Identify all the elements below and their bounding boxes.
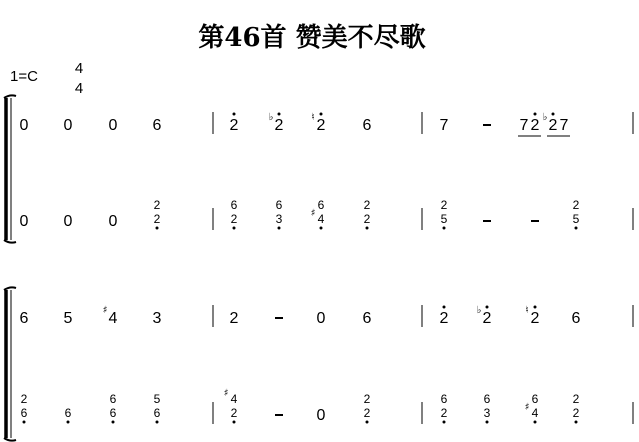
sharp-sign: ♯: [310, 208, 316, 219]
note: 0: [19, 213, 29, 230]
note-chord-top-digit: 6: [483, 392, 491, 406]
note: [525, 305, 539, 327]
note-chord-top: [154, 198, 161, 212]
note-chord-bottom-digit: 2: [363, 406, 371, 420]
note: [65, 406, 72, 424]
sharp-sign: ♯: [102, 305, 108, 316]
note: 6: [362, 117, 372, 134]
note-chord-top-digit: 2: [363, 198, 371, 212]
natural-sign: ♮: [311, 112, 315, 123]
note-chord-top-digit: 2: [572, 392, 580, 406]
note-chord-top-digit: 6: [109, 392, 117, 406]
octave-dot-below: [486, 421, 489, 424]
bracket-top-hook: [4, 287, 16, 290]
note-chord-top: [573, 198, 580, 212]
note-chord-top-digit: 4: [230, 392, 238, 406]
note-chord-top-digit: 6: [230, 198, 238, 212]
flat-sign: ♭: [476, 305, 482, 316]
octave-dot-above: [320, 113, 323, 116]
note-chord-top-digit: 6: [531, 392, 539, 406]
note-chord-top: [484, 392, 491, 406]
time-signature-bottom: 4: [74, 80, 84, 97]
note-chord-top-digit: 2: [363, 392, 371, 406]
note-chord-bottom-digit: 4: [317, 212, 325, 226]
note-digit: 2: [482, 310, 492, 327]
note: [103, 305, 118, 327]
note-chord-bottom: [311, 208, 325, 230]
octave-dot-below: [233, 421, 236, 424]
note-chord-bottom-digit: 4: [531, 406, 539, 420]
note-chord-top-digit: 2: [440, 198, 448, 212]
note: [230, 113, 239, 135]
note: 0: [316, 310, 326, 327]
note-chord-bottom-digit: 5: [440, 212, 448, 226]
note-chord-top: [364, 392, 371, 406]
note-chord-bottom-digit: 2: [440, 406, 448, 420]
note-chord-top: [364, 198, 371, 212]
octave-dot-below: [443, 421, 446, 424]
note: 0: [63, 117, 73, 134]
note-chord-top: [276, 198, 283, 212]
octave-dot-below: [23, 421, 26, 424]
bracket-bottom-hook: [4, 240, 16, 243]
note-chord-bottom-digit: 6: [109, 406, 117, 420]
note-digit: 2: [530, 310, 540, 327]
octave-dot-below: [320, 227, 323, 230]
note-chord-top-digit: 2: [153, 198, 161, 212]
note-chord-bottom: [441, 212, 448, 230]
note: 6: [571, 310, 581, 327]
note-chord-bottom: [21, 406, 28, 424]
note-chord-top: [154, 392, 161, 406]
sharp-sign: ♯: [223, 388, 229, 399]
note-chord-bottom: [154, 212, 161, 230]
note-chord-top-digit: 2: [20, 392, 28, 406]
note: 2: [229, 310, 239, 327]
octave-dot-below: [233, 227, 236, 230]
note: [311, 112, 325, 134]
note-group-note-digit: 2: [548, 117, 558, 134]
note-group-note: [543, 112, 558, 134]
note: 0: [108, 117, 118, 134]
note-chord-bottom: [154, 406, 161, 424]
note: 7: [439, 117, 449, 134]
note-chord-bottom: [231, 212, 238, 230]
note-chord-bottom-digit: 6: [153, 406, 161, 420]
note: [269, 112, 284, 134]
note-group-note: [531, 113, 540, 135]
octave-dot-above: [233, 113, 236, 116]
note-chord-bottom: [364, 212, 371, 230]
key-signature: 1=C: [10, 68, 38, 85]
note-chord-top-digit: 6: [275, 198, 283, 212]
note-chord-bottom-digit: 3: [483, 406, 491, 420]
note-chord-top-digit: 6: [440, 392, 448, 406]
note-chord-top-digit: 6: [317, 198, 325, 212]
note-chord-top: [532, 392, 539, 406]
note-digit: 2: [229, 117, 239, 134]
note: 6: [19, 310, 29, 327]
time-signature-top: 4: [74, 60, 84, 77]
note-chord-top: [224, 388, 238, 406]
note-chord-bottom: [573, 212, 580, 230]
octave-dot-above: [278, 113, 281, 116]
note-group-note-digit: 7: [519, 117, 529, 134]
note-chord-top: [441, 198, 448, 212]
note-chord-bottom: [484, 406, 491, 424]
note: 0: [63, 213, 73, 230]
octave-dot-below: [112, 421, 115, 424]
note-chord-bottom: [364, 406, 371, 424]
sharp-sign: ♯: [524, 402, 530, 413]
octave-dot-below: [278, 227, 281, 230]
flat-sign: ♭: [542, 112, 548, 123]
note-chord-bottom: [573, 406, 580, 424]
note-chord-top: [441, 392, 448, 406]
octave-dot-below: [366, 421, 369, 424]
note-chord-bottom: [525, 402, 539, 424]
music-body: [4, 95, 633, 440]
note: 6: [152, 117, 162, 134]
octave-dot-below: [156, 227, 159, 230]
flat-sign: ♭: [268, 112, 274, 123]
natural-sign: ♮: [525, 305, 529, 316]
note-digit: 4: [108, 310, 118, 327]
note-digit: 2: [274, 117, 284, 134]
note-digit: 6: [64, 406, 72, 420]
note-chord-bottom-digit: 2: [230, 212, 238, 226]
note-chord-bottom-digit: 5: [572, 212, 580, 226]
bracket-bottom-hook: [4, 438, 16, 441]
octave-dot-below: [443, 227, 446, 230]
note-chord-top: [21, 392, 28, 406]
note: 3: [152, 310, 162, 327]
octave-dot-below: [534, 421, 537, 424]
score-title: 第46首 赞美不尽歌: [198, 23, 426, 53]
note-group-note-digit: 7: [559, 117, 569, 134]
octave-dot-below: [156, 421, 159, 424]
octave-dot-below: [575, 421, 578, 424]
note-chord-top: [318, 198, 325, 212]
octave-dot-above: [552, 113, 555, 116]
note-chord-bottom-digit: 2: [153, 212, 161, 226]
note-chord-top-digit: 2: [572, 198, 580, 212]
note: [477, 305, 492, 327]
octave-dot-above: [486, 306, 489, 309]
octave-dot-above: [534, 306, 537, 309]
note-chord-top: [573, 392, 580, 406]
octave-dot-below: [67, 421, 70, 424]
note: [440, 306, 449, 328]
note-group-note: [560, 117, 569, 134]
note-group-note: [520, 117, 529, 134]
note-chord-bottom: [276, 212, 283, 230]
note-chord-bottom-digit: 2: [363, 212, 371, 226]
note-chord-top: [110, 392, 117, 406]
note: 0: [19, 117, 29, 134]
note: 6: [362, 310, 372, 327]
octave-dot-below: [366, 227, 369, 230]
bracket-top-hook: [4, 95, 16, 98]
note-chord-top: [231, 198, 238, 212]
note-chord-bottom-digit: 2: [230, 406, 238, 420]
note-chord-top-digit: 5: [153, 392, 161, 406]
note: 0: [108, 213, 118, 230]
note-chord-bottom-digit: 2: [572, 406, 580, 420]
note-digit: 2: [439, 310, 449, 327]
note-chord-bottom: [110, 406, 117, 424]
octave-dot-below: [575, 227, 578, 230]
note: 5: [63, 310, 73, 327]
note-group-note-digit: 2: [530, 117, 540, 134]
note-digit: 2: [316, 117, 326, 134]
note-chord-bottom-digit: 6: [20, 406, 28, 420]
note-chord-bottom-digit: 3: [275, 212, 283, 226]
note: 0: [316, 407, 326, 424]
octave-dot-above: [443, 306, 446, 309]
note-chord-bottom: [231, 406, 238, 424]
note-chord-bottom: [441, 406, 448, 424]
octave-dot-above: [534, 113, 537, 116]
